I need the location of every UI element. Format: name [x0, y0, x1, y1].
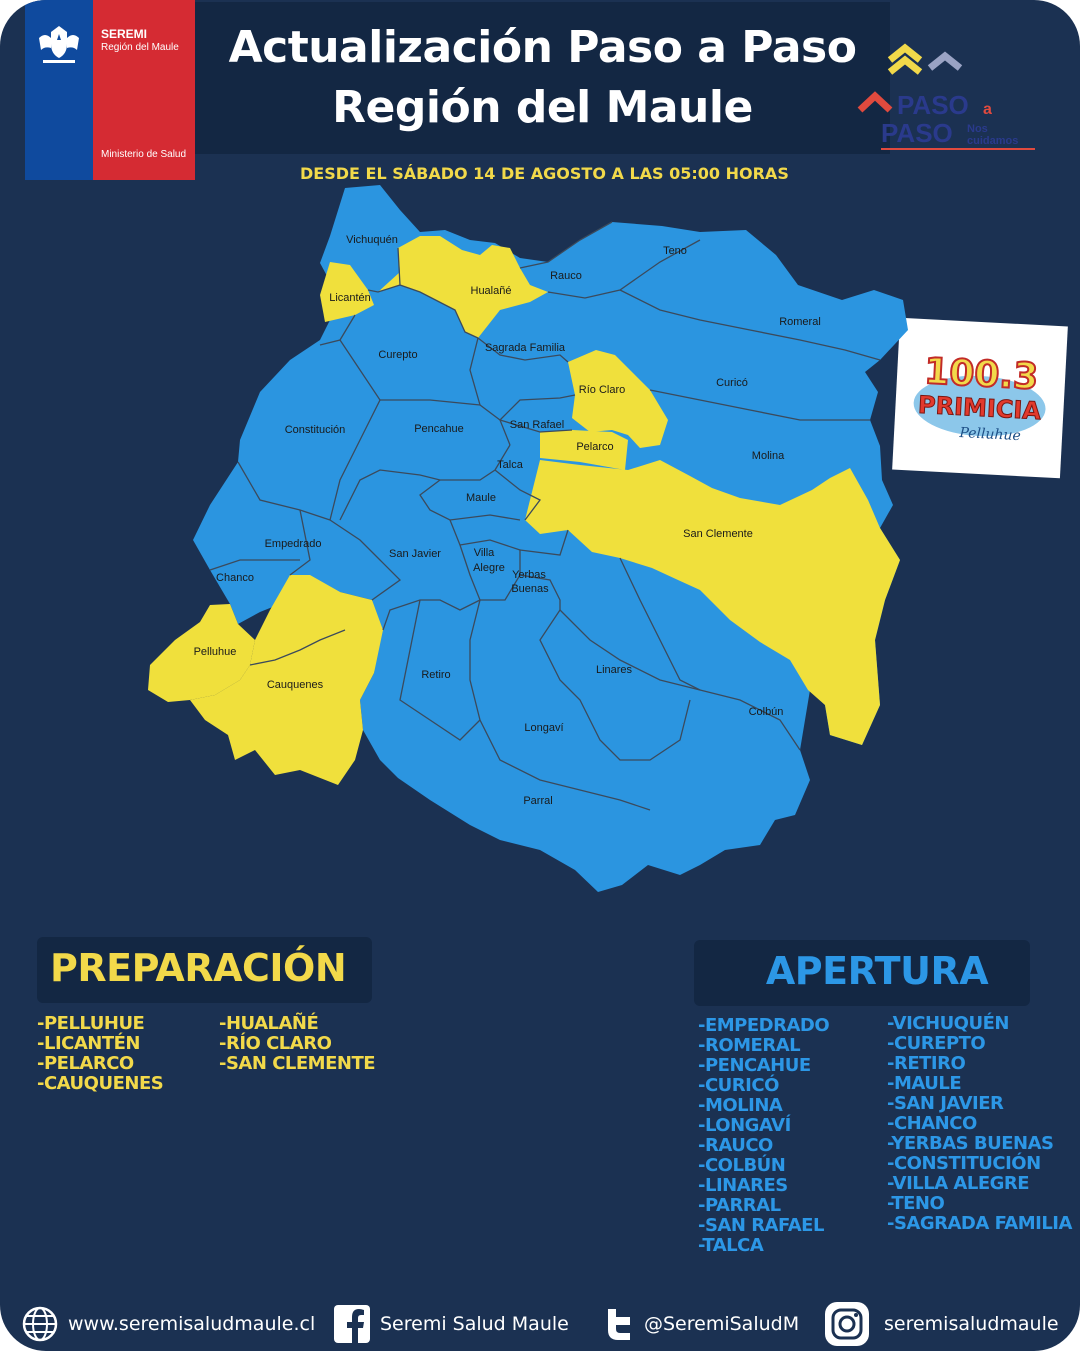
commune-list-item: -RÍO CLARO	[219, 1033, 332, 1054]
radio-name: PRIMICIA	[917, 390, 1042, 426]
commune-list-item: -COLBÚN	[698, 1155, 786, 1176]
label-vichuquen: Vichuquén	[346, 234, 398, 246]
commune-list-item: -PELLUHUE	[37, 1013, 145, 1034]
org-short-name: SEREMI	[101, 27, 148, 41]
label-sagrada-familia: Sagrada Familia	[484, 342, 566, 354]
commune-list-item: -MOLINA	[698, 1095, 783, 1116]
page-title	[195, 18, 890, 138]
commune-list-item: -LONGAVÍ	[698, 1115, 791, 1136]
ministry-name: Ministerio de Salud	[101, 149, 187, 160]
instagram-icon	[824, 1301, 870, 1347]
label-constitucion: Constitución	[284, 424, 346, 436]
label-molina: Molina	[751, 450, 785, 462]
commune-list-item: -ROMERAL	[698, 1035, 801, 1056]
paso-tag-2: cuidamos	[967, 135, 1019, 147]
preparacion-title: PREPARACIÓN	[50, 946, 347, 990]
label-alegre: Alegre	[473, 562, 505, 574]
label-teno: Teno	[663, 245, 687, 257]
apertura-list-2	[887, 1014, 1072, 1234]
paso-tag-1: Nos	[967, 123, 988, 135]
apertura-list-1	[698, 1016, 829, 1256]
preparacion-list-1	[37, 1014, 163, 1094]
paso-a-paso-logo	[855, 38, 1045, 158]
footer-twitter[interactable]	[604, 1302, 799, 1346]
commune-list-item: -TENO	[887, 1193, 945, 1214]
label-longavi: Longaví	[524, 722, 564, 734]
commune-list-item: -RETIRO	[887, 1053, 966, 1074]
label-maule: Maule	[466, 492, 496, 504]
label-rio-claro: Río Claro	[578, 384, 626, 396]
label-retiro: Retiro	[421, 669, 451, 681]
title-line-2: Región del Maule	[332, 82, 753, 133]
label-villa: Villa	[473, 547, 495, 559]
footer-website[interactable]	[22, 1302, 315, 1346]
apertura-title: APERTURA	[765, 949, 989, 993]
commune-list-item: -SAN JAVIER	[887, 1093, 1004, 1114]
region-map	[0, 180, 1080, 910]
commune-list-item: -SAN RAFAEL	[698, 1215, 824, 1236]
label-hualane: Hualañé	[470, 285, 512, 297]
paso-word-2: PASO	[881, 118, 953, 148]
commune-list-item: -CONSTITUCIÓN	[887, 1153, 1041, 1174]
label-talca: Talca	[497, 459, 523, 471]
label-rauco: Rauco	[550, 270, 582, 282]
commune-list-item: -CURICÓ	[698, 1075, 779, 1096]
facebook-icon	[334, 1305, 370, 1343]
label-curico: Curicó	[716, 377, 748, 389]
label-buenas: Buenas	[511, 583, 549, 595]
radio-frequency: 100.3	[923, 351, 1040, 398]
preparacion-list-2	[219, 1014, 375, 1074]
label-pelarco: Pelarco	[576, 441, 614, 453]
label-pelluhue: Pelluhue	[193, 646, 237, 658]
label-san-rafael: San Rafael	[509, 419, 565, 431]
label-curepto: Curepto	[378, 349, 418, 361]
instagram-text: seremisaludmaule	[884, 1313, 1059, 1335]
commune-list-item: -CHANCO	[887, 1113, 977, 1134]
commune-list-item: -MAULE	[887, 1073, 962, 1094]
label-parral: Parral	[523, 795, 553, 807]
commune-list-item: -RAUCO	[698, 1135, 773, 1156]
footer-facebook[interactable]	[334, 1302, 569, 1346]
commune-list-item: -VILLA ALEGRE	[887, 1173, 1030, 1194]
commune-list-item: -PARRAL	[698, 1195, 781, 1216]
label-pencahue: Pencahue	[414, 423, 464, 435]
coat-of-arms-icon	[33, 22, 85, 66]
label-chanco: Chanco	[216, 572, 254, 584]
org-region: Región del Maule	[101, 42, 179, 53]
commune-list-item: -SAGRADA FAMILIA	[887, 1213, 1072, 1234]
label-yerbas: Yerbas	[512, 569, 546, 581]
label-empedrado: Empedrado	[264, 538, 322, 550]
label-licanten: Licantén	[329, 292, 371, 304]
twitter-text: @SeremiSaludM	[644, 1313, 800, 1335]
paso-word-1: PASO	[897, 90, 969, 120]
commune-list-item: -CUREPTO	[887, 1033, 986, 1054]
paso-word-a: a	[983, 101, 992, 118]
commune-list-item: -LICANTÉN	[37, 1033, 140, 1054]
facebook-text: Seremi Salud Maule	[380, 1313, 569, 1335]
twitter-icon	[604, 1307, 634, 1341]
commune-list-item: -PELARCO	[37, 1053, 134, 1074]
commune-list-item: -VICHUQUÉN	[887, 1013, 1009, 1034]
seremi-logo	[25, 0, 195, 180]
footer-instagram[interactable]	[824, 1302, 1059, 1346]
label-romeral: Romeral	[779, 316, 821, 328]
commune-list-item: -YERBAS BUENAS	[887, 1133, 1054, 1154]
website-text: www.seremisaludmaule.cl	[68, 1313, 316, 1335]
label-linares: Linares	[595, 664, 633, 676]
label-san-clemente: San Clemente	[683, 528, 753, 540]
effective-date: DESDE EL SÁBADO 14 DE AGOSTO A LAS 05:00 HORAS	[300, 164, 789, 183]
label-colbun: Colbún	[748, 706, 784, 718]
commune-list-item: -PENCAHUE	[698, 1055, 811, 1076]
globe-icon	[22, 1306, 58, 1342]
label-san-javier: San Javier	[389, 548, 441, 560]
commune-list-item: -CAUQUENES	[37, 1073, 164, 1094]
commune-list-item: -LINARES	[698, 1175, 788, 1196]
radio-city: Pelluhue	[959, 424, 1022, 445]
commune-list-item: -TALCA	[698, 1235, 764, 1256]
commune-list-item: -EMPEDRADO	[698, 1015, 830, 1036]
commune-list-item: -HUALAÑÉ	[219, 1013, 319, 1034]
commune-list-item: -SAN CLEMENTE	[219, 1053, 376, 1074]
label-cauquenes: Cauquenes	[266, 679, 324, 691]
title-line-1: Actualización Paso a Paso	[228, 22, 857, 73]
